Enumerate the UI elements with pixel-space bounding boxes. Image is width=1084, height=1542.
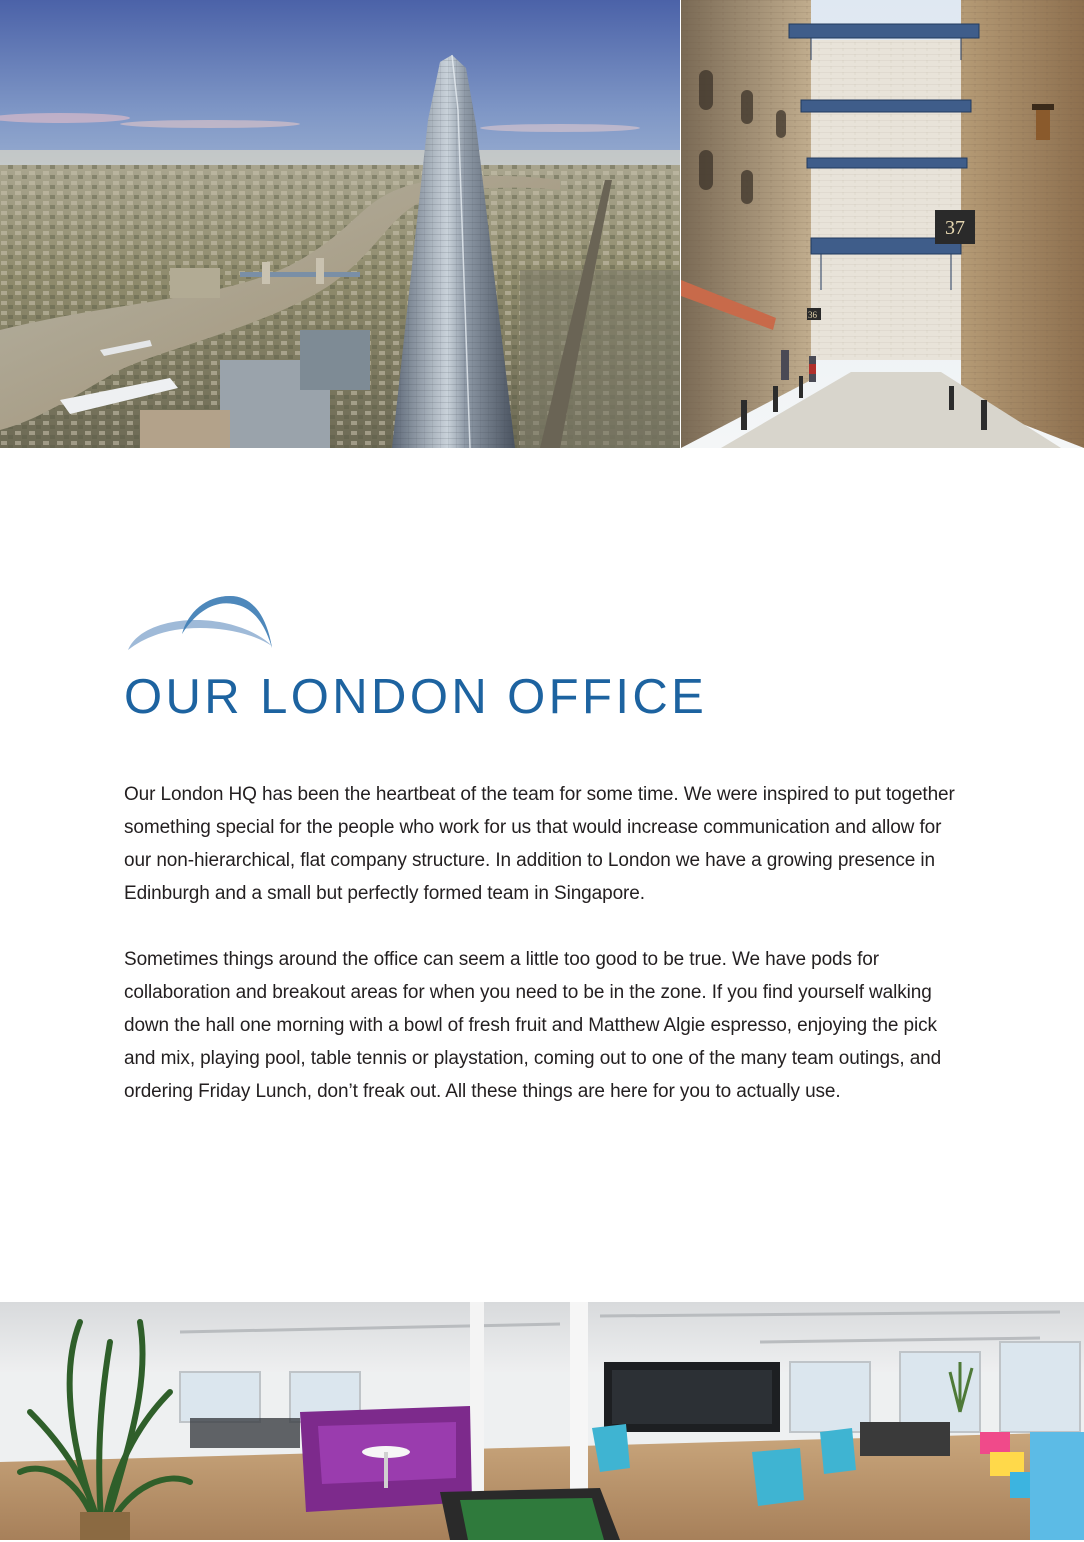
intro-paragraph: Our London HQ has been the heartbeat of the team for some time. We were inspired to put together something special for the people who work for us that would increase communication and allow for our non-hierarchical, flat company structure. In addition to London we have a growing presence in Edinburgh and a small but perfectly formed team in Singapore. [124, 784, 955, 904]
brand-arc-logo-icon [126, 590, 278, 654]
top-photo-strip [0, 0, 1084, 448]
building-number-sign: 37 [945, 217, 965, 239]
shad-thames-street-photo [681, 0, 1084, 448]
page-title: OUR LONDON OFFICE [124, 670, 708, 724]
shard-aerial-photo [0, 0, 680, 448]
small-number-sign: 36 [808, 310, 817, 320]
office-interior-photo [0, 1302, 1084, 1540]
body-copy [124, 778, 964, 1141]
perks-paragraph: Sometimes things around the office can seem a little too good to be true. We have pods for collaboration and breakout areas for when you need to be in the zone. If you find yourself walking down the hall one morning with a bowl of fresh fruit and Matthew Algie espresso, enjoying the pick and mix, playing pool, table tennis or playstation, coming out to one of the many team outings, and ordering Friday Lunch, don’t freak out. All these things are here for you to actually use. [124, 949, 942, 1102]
